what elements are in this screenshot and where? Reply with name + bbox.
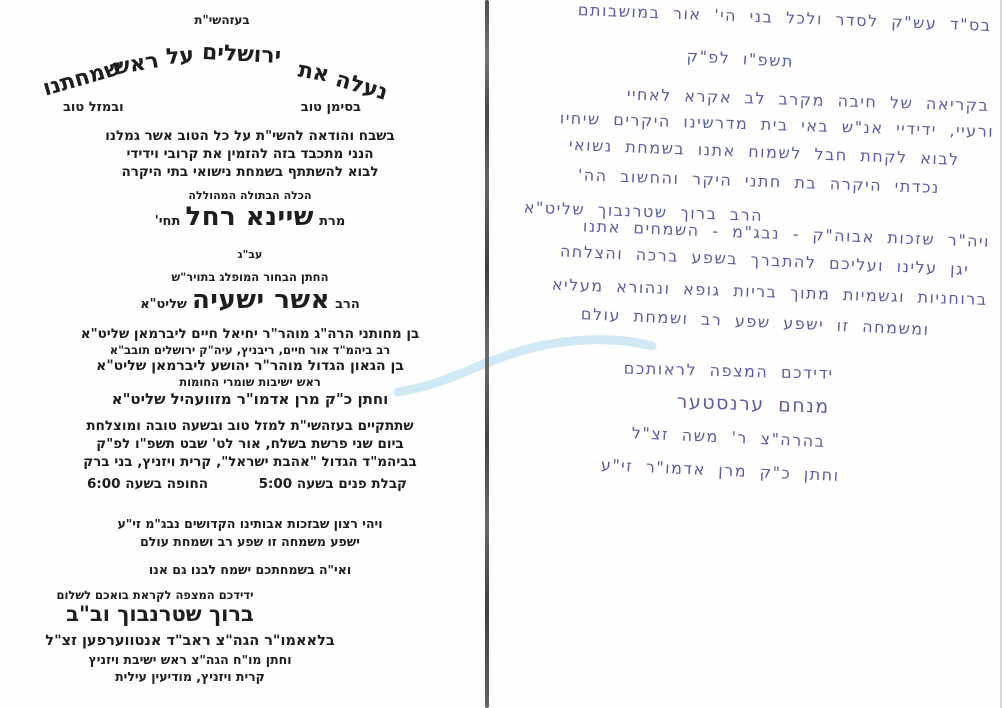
lineage-line-1: בן מחותני הרה"ג מוהר"ר יחיאל חיים ליברמאן שליט"א: [80, 326, 420, 342]
arch-word-4: על: [165, 43, 195, 70]
note-body-line-8: ברוחניות וגשמיות מתוך בריות גופא ונהורא מעליא: [551, 274, 988, 309]
note-body-line-2: ורעיי, ידידיי אנ"ש באי בית מדרשינו היקרים שיחיו: [559, 108, 994, 141]
lineage-line-4: ראש ישיבות שומרי החומות: [179, 375, 321, 389]
event-line-2: ביום שני פרשת בשלח, אור לט' שבט תשפ"ו לפ"ק: [96, 436, 404, 452]
note-date-line: בס"ד עש"ק לסדר ולכל בני הי' אור במושבותם: [577, 0, 992, 35]
together-abbrev: עב"ג: [237, 248, 263, 261]
note-body-line-7: יגן עלינו ועליכם להתברך בשפע ברכה והצלחה: [559, 241, 970, 279]
intro-line-1: בשבח והודאה להשי"ת על כל הטוב אשר גמלנו: [105, 128, 395, 144]
note-year-line: תשפ"ו לפ"ק: [685, 46, 794, 71]
chosson-name: אשר ישעיה: [191, 285, 330, 315]
reception-time: קבלת פנים בשעה 5:00: [258, 476, 407, 492]
printed-invitation-page: [30, 0, 470, 708]
signature-line-3: קרית ויזניץ, מודיעין עילית: [115, 669, 265, 684]
kallah-prefix: מרת: [319, 214, 346, 229]
note-body-line-4: נכדתי היקרה בת חתני היקר והחשוב הה': [577, 165, 940, 197]
signature-line-2: וחתן מו"ח הגה"צ ראש ישיבת ויזניץ: [88, 652, 292, 667]
kallah-title-line: הכלה הבתולה המהוללה: [188, 189, 312, 202]
arch-word-1: נעלה: [332, 67, 391, 106]
note-signature-line-3: וחתן כ"ק מרן אדמו"ר זי"ע: [600, 455, 840, 485]
chosson-suffix: שליט"א: [140, 297, 187, 312]
kallah-suffix: תחי': [154, 214, 181, 229]
note-body-line-5: הרב ברוך שטרנבוך שליט"א: [523, 197, 764, 225]
arch-word-2: את: [296, 57, 331, 88]
event-line-3: בביהמ"ד הגדול "אהבת ישראל", קרית ויזניץ, בני ברק: [83, 454, 417, 470]
chosson-name-line: [30, 285, 470, 315]
times-row: [30, 476, 470, 492]
intro-line-2: הנני מתכבד בזה להזמין את קרובי וידידי: [126, 146, 374, 162]
handwritten-note-page: [495, 0, 1002, 708]
siman-tov-label: בסימן טוב: [300, 100, 361, 115]
blessing-line-1: ויהי רצון שבזכות אבותינו הקדושים נבג"מ זי"ע: [117, 516, 383, 531]
event-line-1: שתתקיים בעזהשי"ת למזל טוב ובשעה טובה ומוצלחת: [86, 418, 414, 434]
kallah-name-line: [30, 202, 470, 232]
blessing-line-2: ישפע משמחה זו שפע רב ושמחת עולם: [140, 534, 360, 549]
chosson-title-line: החתן הבחור המופלג בתויר"ש: [171, 270, 329, 284]
signature-name: ברוך שטרנבוך וב"ב: [66, 602, 254, 626]
lineage-line-5: וחתן כ"ק מרן אדמו"ר מזוועהיל שליט"א: [111, 390, 389, 408]
signature-line-1: בלאאמו"ר הגה"צ ראב"ד אנטווערפען זצ"ל: [45, 633, 335, 649]
kallah-name: שיינא רחל: [185, 202, 315, 232]
page-fold-line: [485, 0, 489, 708]
note-signature-name: מנחם ערנסטער: [676, 390, 830, 418]
mazal-tov-label: ובמזל טוב: [63, 100, 124, 115]
note-body-line-3: לבוא לקחת חבל לשמוח אתנו בשמחת נשואי: [568, 134, 960, 169]
arch-word-5: ראש: [111, 48, 161, 81]
joy-line: ואי"ה בשמחתכם ישמח לבנו גם אנו: [148, 562, 352, 577]
chuppah-time: החופה בשעה 6:00: [87, 476, 209, 492]
signature-intro: ידידכם המצפה לקראת בואכם לשלום: [56, 588, 254, 602]
note-signature-line-2: בהרה"צ ר' משה זצ"ל: [631, 423, 826, 451]
lineage-line-3: בן הגאון הגדול מוהר"ר יהושע ליברמאן שליט"א: [96, 358, 404, 374]
arch-word-3: ירושלים: [201, 39, 282, 70]
note-body-line-9: ומשמחה זו ישפע שפע רב ושמחת עולם: [580, 304, 930, 339]
note-body-line-6: ויה"ר שזכות אבוה"ק - נבג"מ - השמחים אתנו: [582, 216, 990, 251]
chosson-prefix: הרב: [335, 297, 360, 312]
lineage-line-2: רב ביהמ"ד אור חיים, ריבניץ, עיה"ק ירושלים תובב"א: [109, 343, 391, 357]
arch-word-6: שמחתנו: [40, 55, 125, 102]
siman-mazal-row: [30, 100, 470, 115]
note-signature-intro: ידידכם המצפה לראותכם: [623, 358, 834, 383]
note-body-line-1: בקריאה של חיבה מקרב לב אקרא לאחיי: [627, 84, 990, 115]
besiyata-heading: בעזהשי"ת: [194, 13, 250, 27]
intro-line-3: לבוא להשתתף בשמחת נישואי בתי היקרה: [121, 164, 379, 180]
